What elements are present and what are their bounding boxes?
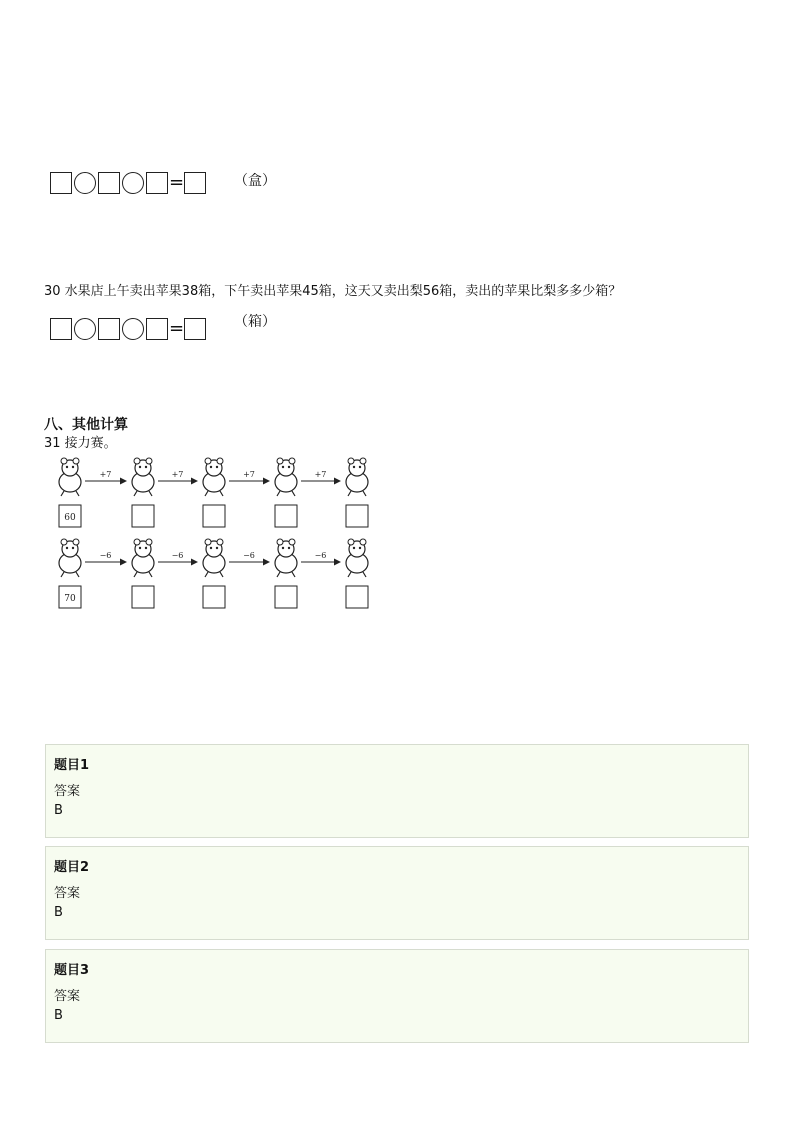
answer-box[interactable] xyxy=(346,505,368,527)
answer-title: 题目3 xyxy=(54,963,90,978)
step-label: +7 xyxy=(314,470,327,479)
squirrel-icon xyxy=(59,458,81,496)
answer-box[interactable] xyxy=(132,586,154,608)
equals-sign: = xyxy=(169,172,185,193)
unit-label: （箱） xyxy=(234,314,276,330)
step-label: +7 xyxy=(99,470,112,479)
answer-box[interactable] xyxy=(275,505,297,527)
result-square[interactable] xyxy=(184,172,206,194)
answer-square[interactable] xyxy=(146,172,168,194)
mouse-icon xyxy=(203,539,225,577)
equation-row-a xyxy=(50,172,206,194)
answer-square[interactable] xyxy=(50,172,72,194)
step-label: −6 xyxy=(171,551,184,560)
answer-square[interactable] xyxy=(98,318,120,340)
answer-value: B xyxy=(54,905,63,920)
answer-value: B xyxy=(54,803,63,818)
deer-icon xyxy=(346,539,368,577)
chick-icon xyxy=(346,458,368,496)
question-31-text: 31 接力赛。 xyxy=(44,436,117,451)
start-value: 60 xyxy=(64,513,76,523)
answer-title: 题目2 xyxy=(54,860,90,875)
step-label: +7 xyxy=(171,470,184,479)
cat-icon xyxy=(275,458,297,496)
answer-square[interactable] xyxy=(50,318,72,340)
relay-row-1 xyxy=(59,458,368,527)
relay-diagram xyxy=(48,455,378,620)
answer-square[interactable] xyxy=(98,172,120,194)
section-title: 八、其他计算 xyxy=(44,417,128,433)
elephant-icon xyxy=(203,458,225,496)
monkey-icon xyxy=(132,458,154,496)
operator-circle[interactable] xyxy=(74,172,96,194)
question-30-text: 30 水果店上午卖出苹果38箱，下午卖出苹果45箱，这天又卖出梨56箱，卖出的苹果比梨多多少箱？ xyxy=(44,284,622,299)
equation-row-b xyxy=(50,318,206,340)
monkey-icon xyxy=(132,539,154,577)
answer-card-1 xyxy=(45,744,749,838)
answer-label: 答案 xyxy=(54,784,81,799)
step-label: +7 xyxy=(243,470,255,479)
answer-box[interactable] xyxy=(203,586,225,608)
answer-label: 答案 xyxy=(54,886,81,901)
operator-circle[interactable] xyxy=(74,318,96,340)
start-value: 70 xyxy=(64,594,76,604)
relay-row-2 xyxy=(59,539,368,608)
unit-label: （盒） xyxy=(234,173,276,189)
step-label: −6 xyxy=(99,551,112,560)
answer-box[interactable] xyxy=(275,586,297,608)
step-label: −6 xyxy=(314,551,327,560)
operator-circle[interactable] xyxy=(122,318,144,340)
cow-icon xyxy=(59,539,81,577)
answer-value: B xyxy=(54,1008,63,1023)
operator-circle[interactable] xyxy=(122,172,144,194)
answer-box[interactable] xyxy=(346,586,368,608)
answer-box[interactable] xyxy=(132,505,154,527)
answer-card-3 xyxy=(45,949,749,1043)
answer-card-2 xyxy=(45,846,749,940)
equals-sign: = xyxy=(169,318,185,339)
squirrel-icon xyxy=(275,539,297,577)
answer-label: 答案 xyxy=(54,989,81,1004)
result-square[interactable] xyxy=(184,318,206,340)
answer-box[interactable] xyxy=(203,505,225,527)
answer-title: 题目1 xyxy=(54,758,90,773)
step-label: −6 xyxy=(243,551,255,560)
answer-square[interactable] xyxy=(146,318,168,340)
